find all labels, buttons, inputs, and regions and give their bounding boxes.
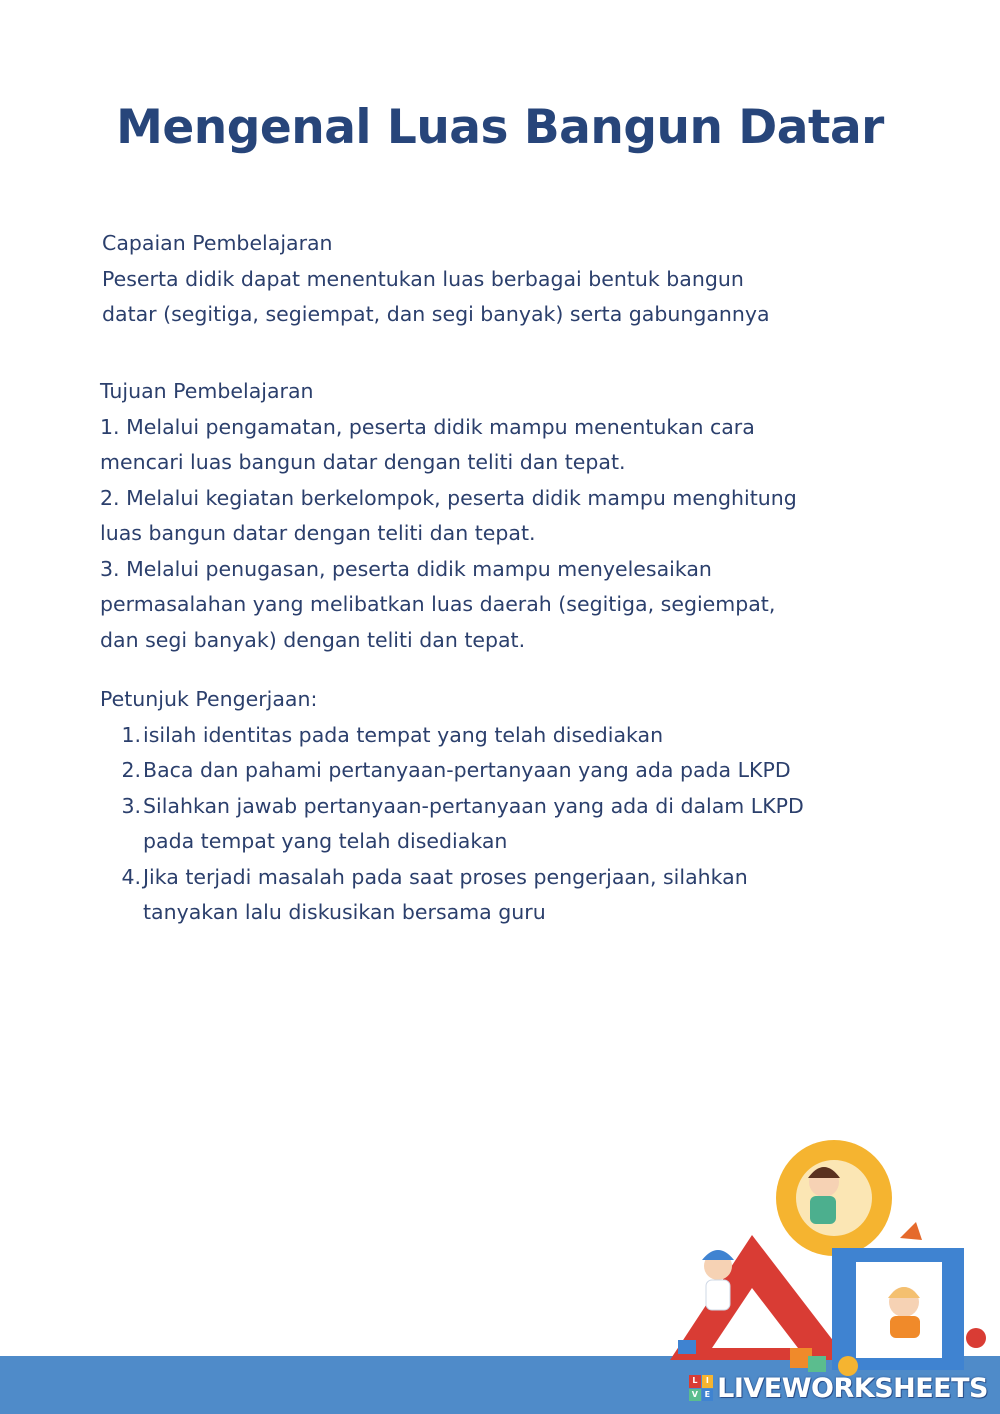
tujuan-section — [100, 374, 940, 658]
petunjuk-heading: Petunjuk Pengerjaan: — [100, 687, 318, 711]
tujuan-line: permasalahan yang melibatkan luas daerah (segitiga, segiempat, — [100, 592, 776, 616]
list-item — [100, 718, 940, 754]
tujuan-line: mencari luas bangun datar dengan teliti dan tepat. — [100, 450, 626, 474]
liveworksheets-logo-icon: L I V E — [689, 1375, 713, 1401]
capaian-heading: Capaian Pembelajaran — [102, 231, 333, 255]
kid-outfit-1 — [810, 1196, 836, 1224]
item-number: 3. — [121, 793, 141, 818]
list-item — [100, 789, 940, 860]
item-number: 4. — [121, 864, 141, 889]
item-number: 2. — [121, 758, 141, 782]
item-text: Silahkan jawab pertanyaan-pertanyaan yang ada di dalam LKPD — [143, 793, 804, 818]
list-item — [100, 753, 940, 789]
liveworksheets-brand[interactable] — [689, 1370, 988, 1406]
tujuan-line: luas bangun datar dengan teliti dan tepat. — [100, 521, 536, 545]
tujuan-heading: Tujuan Pembelajaran — [100, 379, 314, 403]
page-title: Mengenal Luas Bangun Datar — [116, 100, 884, 155]
petunjuk-section — [100, 682, 940, 931]
tujuan-line: dan segi banyak) dengan teliti dan tepat. — [100, 627, 526, 652]
list-item — [100, 860, 940, 931]
tujuan-line: 1. Melalui pengamatan, peserta didik mampu menentukan cara — [100, 414, 755, 439]
capaian-section — [102, 226, 942, 333]
orange-small-triangle — [900, 1222, 922, 1240]
tujuan-line: 2. Melalui kegiatan berkelompok, peserta didik mampu menghitung — [100, 485, 797, 510]
instruction-list — [100, 718, 940, 931]
item-text: Jika terjadi masalah pada saat proses pengerjaan, silahkan — [143, 864, 748, 889]
capaian-line: datar (segitiga, segiempat, dan segi banyak) serta gabungannya — [102, 302, 770, 326]
item-text: pada tempat yang telah disediakan — [143, 829, 508, 853]
brand-text: LIVEWORKSHEETS — [717, 1372, 988, 1404]
blue-block — [678, 1340, 696, 1354]
item-text: isilah identitas pada tempat yang telah disediakan — [143, 722, 664, 747]
kid-shirt-2 — [706, 1280, 730, 1310]
tujuan-line: 3. Melalui penugasan, peserta didik mampu menyelesaikan — [100, 556, 712, 581]
item-number: 1. — [121, 722, 141, 747]
item-text: tanyakan lalu diskusikan bersama guru — [143, 900, 546, 924]
red-ball — [966, 1328, 986, 1348]
kid-outfit-3 — [890, 1316, 920, 1338]
item-text: Baca dan pahami pertanyaan-pertanyaan yang ada pada LKPD — [143, 758, 791, 782]
kid-cap-2 — [702, 1250, 734, 1260]
capaian-line: Peserta didik dapat menentukan luas berbagai bentuk bangun — [102, 266, 744, 291]
